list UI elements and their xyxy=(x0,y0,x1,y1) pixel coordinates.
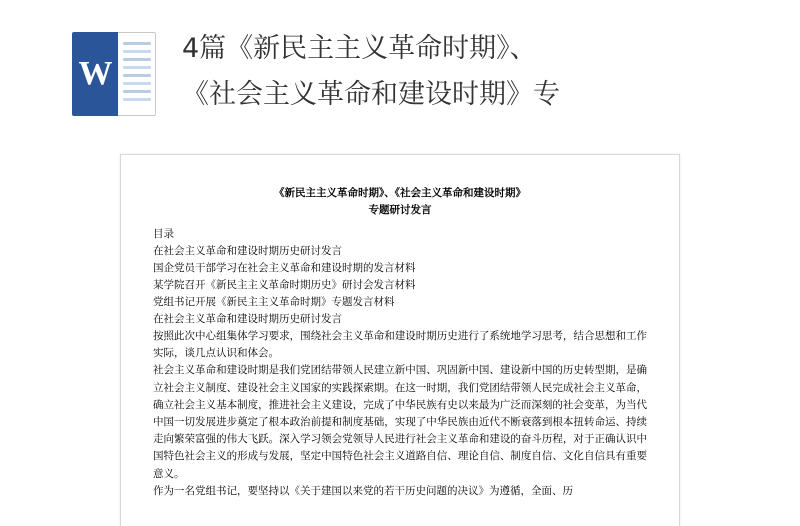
document-thumbnail[interactable] xyxy=(120,154,680,526)
document-subtitle: 专题研讨发言 xyxy=(368,204,432,216)
preview-header xyxy=(0,0,800,150)
document-paragraph: 按照此次中心组集体学习要求，围绕社会主义革命和建设时期历史进行了系统地学习思考，结合思想和工作实际，谈几点认识和体会。 xyxy=(153,330,647,360)
toc-item: 在社会主义革命和建设时期历史研讨发言 xyxy=(153,313,342,325)
toc-heading: 目录 xyxy=(153,228,174,240)
document-content xyxy=(121,155,679,500)
toc-item: 党组书记开展《新民主主义革命时期》专题发言材料 xyxy=(153,296,395,308)
word-icon-letter: W xyxy=(78,55,112,92)
toc-item: 在社会主义革命和建设时期历史研讨发言 xyxy=(153,245,342,257)
page-title xyxy=(182,26,782,118)
page-title-line-1: 4篇《新民主主义革命时期》、 xyxy=(182,33,537,64)
toc-item: 国企党员干部学习在社会主义革命和建设时期的发言材料 xyxy=(153,262,416,274)
document-paragraph: 作为一名党组书记，要坚持以《关于建国以来党的若干历史问题的决议》为遵循，全面、历 xyxy=(153,484,573,497)
document-paragraph: 社会主义革命和建设时期是我们党团结带领人民建立新中国、巩固新中国、建设新中国的历史转型期，是确立社会主义制度、建设社会主义国家的实践探索期。在这一时期，我们党团结带领人民完成社会主义革命，确立社会主义基本制度，推进社会主义建设，完成了中华民族有史以来最为广泛而深刻的社会变革，为当代中国一切发展进步奠定了根本政治前提和制度基础，实现了中华民族由近代不断衰落到根本扭转命运、持续走向繁荣富强的伟大飞跃。深入学习领会党领导人民进行社会主义革命和建设的奋斗历程，对于正确认识中国特色社会主义的形成与发展，坚定中国特色社会主义道路自信、理论自信、制度自信、文化自信具有重要意义。 xyxy=(153,364,647,480)
page-title-line-2: 《社会主义革命和建设时期》专 xyxy=(182,79,560,110)
toc-item: 某学院召开《新民主主义革命时期历史》研讨会发言材料 xyxy=(153,279,416,291)
document-title: 《新民主主义革命时期》、《社会主义革命和建设时期》 xyxy=(274,187,526,199)
word-document-icon xyxy=(72,32,156,116)
word-icon-text-lines xyxy=(123,42,151,106)
